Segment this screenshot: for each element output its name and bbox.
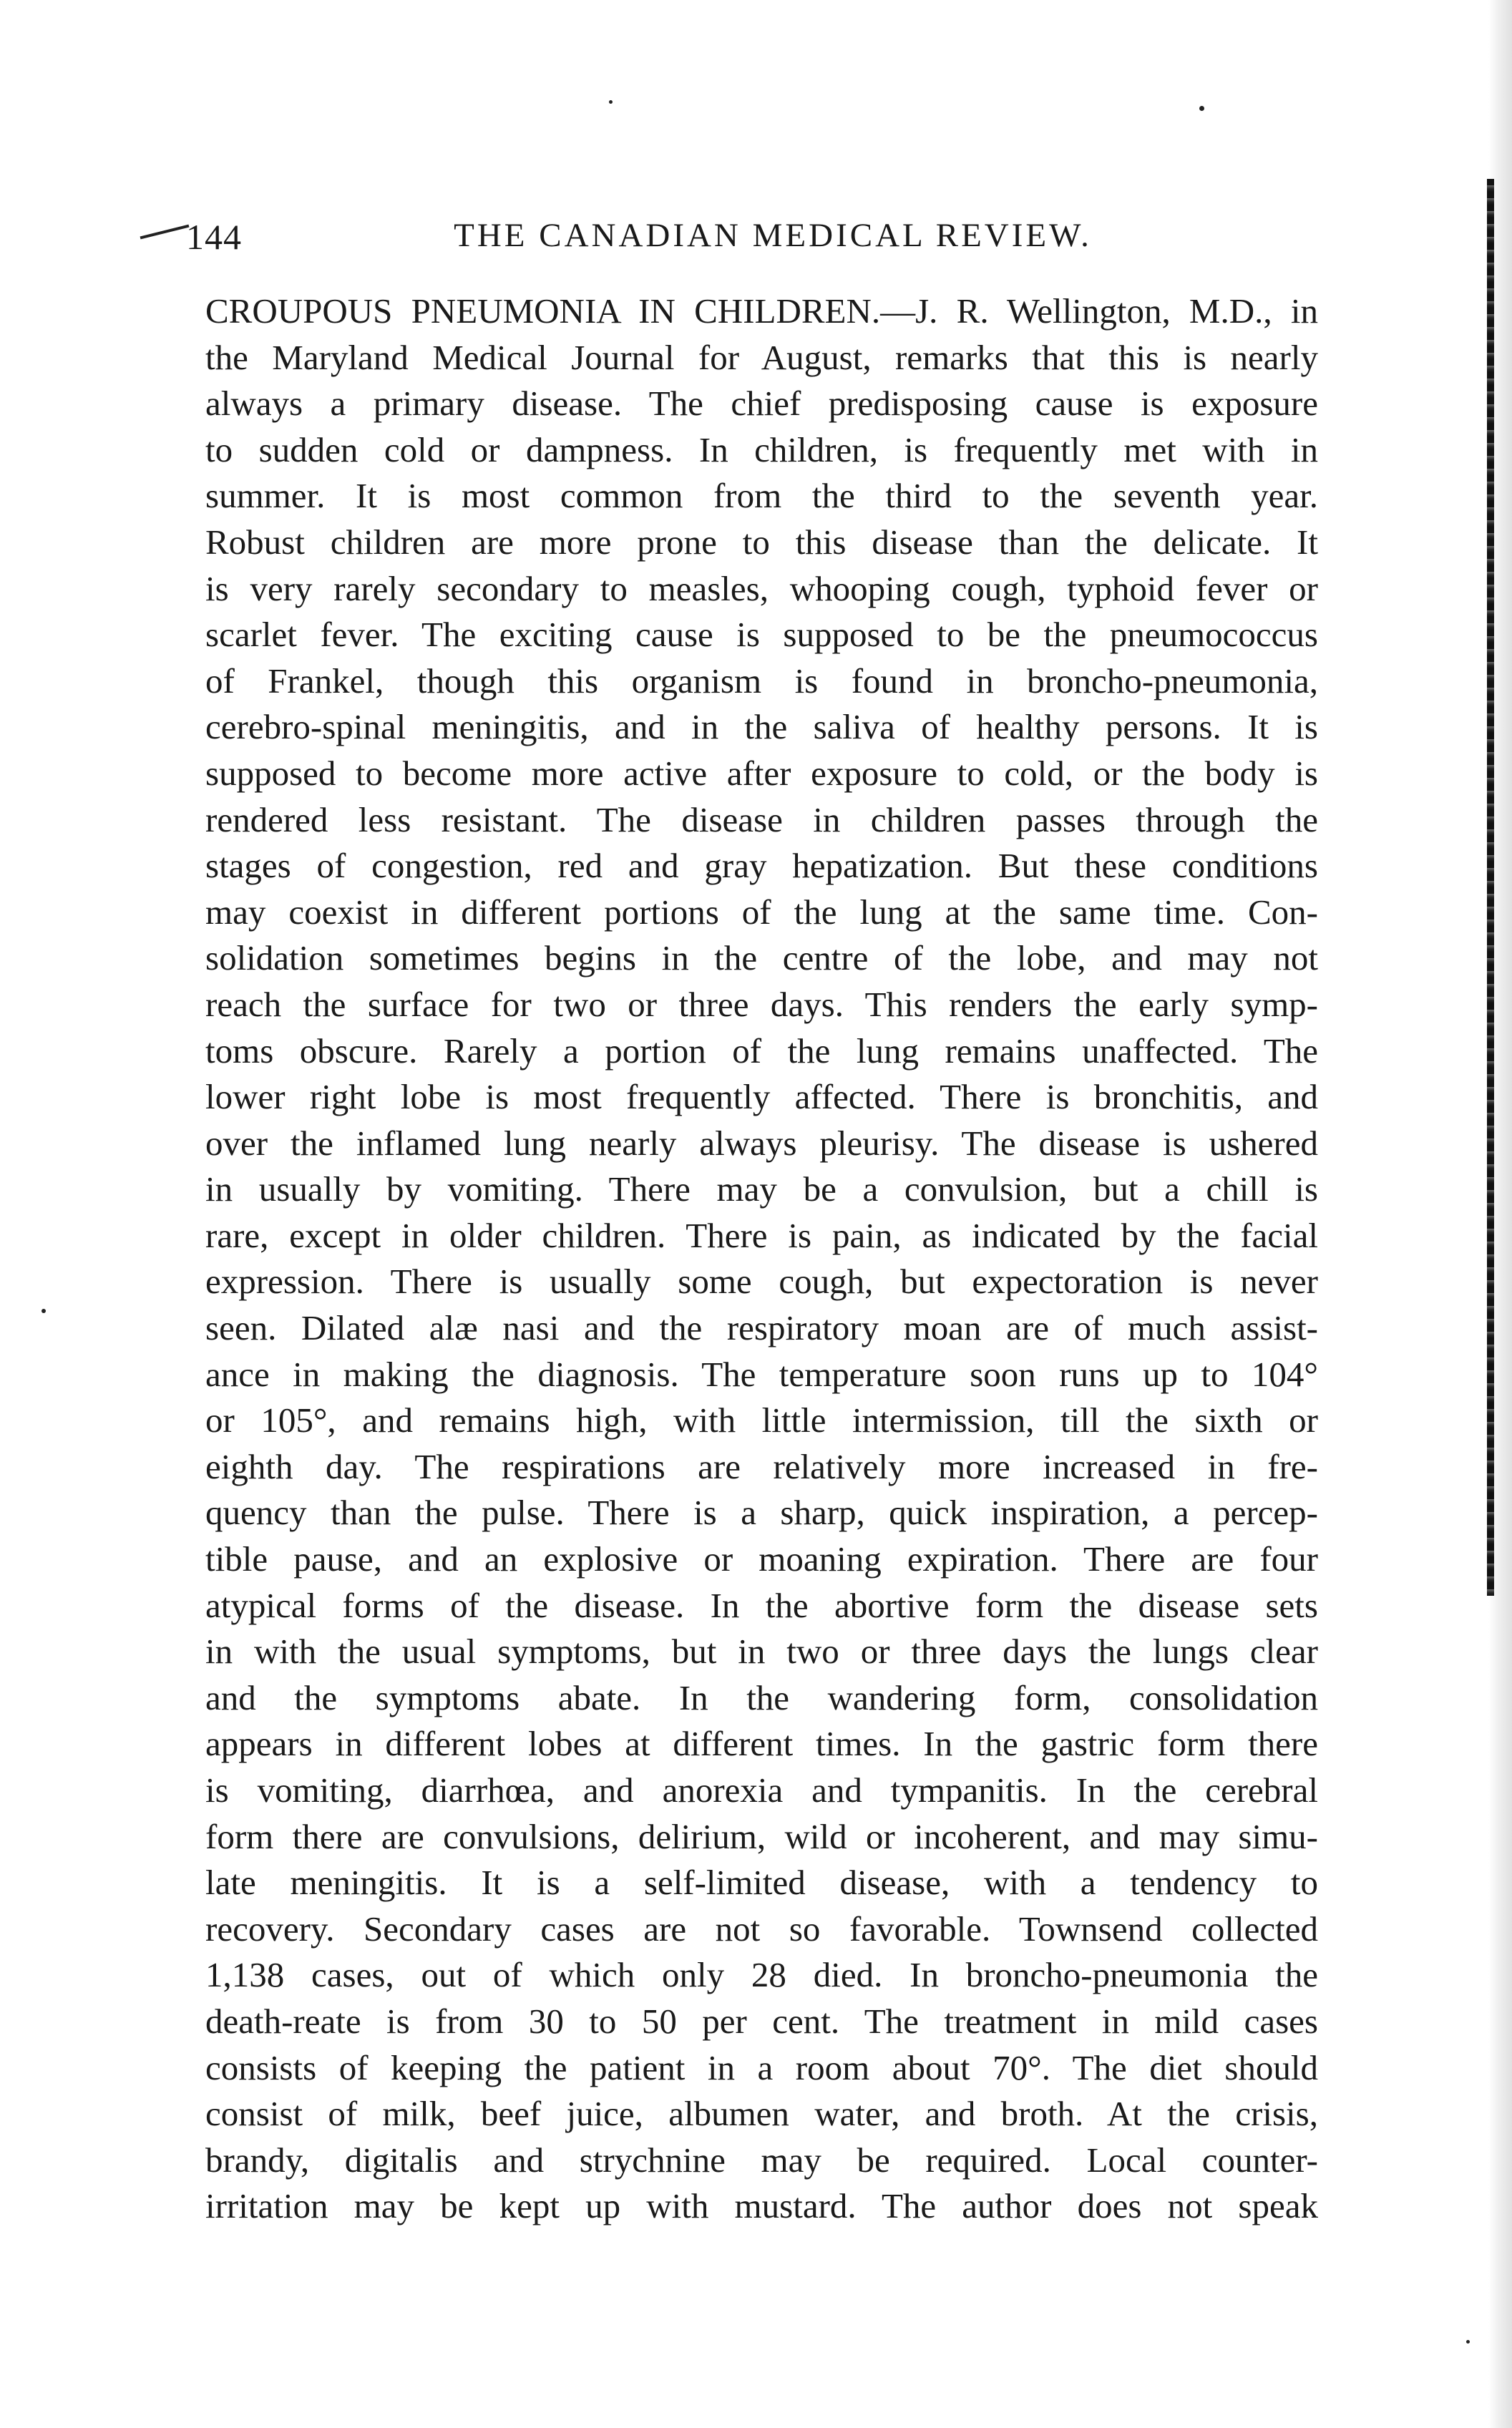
- text-line: summer. It is most common from the third to the seventh year.: [205, 476, 1318, 516]
- text-line: form there are convulsions, delirium, wild or incoherent, and may simu-: [205, 1816, 1318, 1856]
- page-number: 144: [186, 217, 242, 257]
- text-line: death-reate is from 30 to 50 per cent. The treatment in mild cases: [205, 2001, 1318, 2041]
- text-line: rendered less resistant. The disease in children passes through the: [205, 799, 1318, 839]
- text-line: the Maryland Medical Journal for August, remarks that this is nearly: [205, 337, 1318, 377]
- text-line: ance in making the diagnosis. The temperature soon runs up to 104°: [205, 1354, 1318, 1394]
- text-line: is very rarely secondary to measles, whooping cough, typhoid fever or: [205, 568, 1318, 608]
- text-line: tible pause, and an explosive or moaning expiration. There are four: [205, 1539, 1318, 1579]
- text-line: consists of keeping the patient in a room about 70°. The diet should: [205, 2047, 1318, 2087]
- text-line: or 105°, and remains high, with little intermission, till the sixth or: [205, 1400, 1318, 1440]
- text-line: reach the surface for two or three days. This renders the early symp-: [205, 984, 1318, 1024]
- text-line: brandy, digitalis and strychnine may be required. Local counter-: [205, 2140, 1318, 2180]
- text-line: consist of milk, beef juice, albumen water, and broth. At the crisis,: [205, 2094, 1318, 2134]
- journal-title: THE CANADIAN MEDICAL REVIEW.: [454, 217, 1092, 254]
- text-line: eighth day. The respirations are relatively more increased in fre-: [205, 1446, 1318, 1486]
- text-line: stages of congestion, red and gray hepatization. But these conditions: [205, 846, 1318, 886]
- text-line: expression. There is usually some cough, but expectoration is never: [205, 1262, 1318, 1302]
- text-line: may coexist in different portions of the lung at the same time. Con-: [205, 892, 1318, 932]
- text-line: in with the usual symptoms, but in two or three days the lungs clear: [205, 1632, 1318, 1672]
- text-line: late meningitis. It is a self-limited disease, with a tendency to: [205, 1863, 1318, 1903]
- text-line: Robust children are more prone to this disease than the delicate. It: [205, 522, 1318, 562]
- text-line: is vomiting, diarrhœa, and anorexia and tympanitis. In the cerebral: [205, 1770, 1318, 1810]
- text-line: recovery. Secondary cases are not so favorable. Townsend collected: [205, 1908, 1318, 1949]
- article-body: [205, 288, 1318, 2230]
- text-line: atypical forms of the disease. In the abortive form the disease sets: [205, 1585, 1318, 1625]
- text-line: supposed to become more active after exposure to cold, or the body is: [205, 753, 1318, 793]
- binding-edge-mark: [1487, 179, 1494, 1596]
- ink-speck: [1466, 2340, 1470, 2344]
- text-line: seen. Dilated alæ nasi and the respiratory moan are of much assist-: [205, 1308, 1318, 1348]
- text-line: toms obscure. Rarely a portion of the lung remains unaffected. The: [205, 1030, 1318, 1071]
- text-line: and the symptoms abate. In the wandering form, consolidation: [205, 1677, 1318, 1717]
- running-head: [165, 216, 1324, 266]
- text-line: scarlet fever. The exciting cause is supposed to be the pneumococcus: [205, 615, 1318, 655]
- text-line: rare, except in older children. There is pain, as indicated by the facial: [205, 1215, 1318, 1255]
- text-line: appears in different lobes at different times. In the gastric form there: [205, 1724, 1318, 1764]
- text-line: to sudden cold or dampness. In children, is frequently met with in: [205, 429, 1318, 469]
- ink-speck: [609, 100, 613, 104]
- text-line: over the inflamed lung nearly always pleurisy. The disease is ushered: [205, 1123, 1318, 1163]
- ink-speck: [1199, 106, 1204, 111]
- text-line: in usually by vomiting. There may be a convulsion, but a chill is: [205, 1169, 1318, 1209]
- text-line: quency than the pulse. There is a sharp, quick inspiration, a percep-: [205, 1493, 1318, 1533]
- text-line: always a primary disease. The chief predisposing cause is exposure: [205, 384, 1318, 424]
- text-line: lower right lobe is most frequently affected. There is bronchitis, and: [205, 1077, 1318, 1117]
- text-line: 1,138 cases, out of which only 28 died. In broncho-pneumonia the: [205, 1955, 1318, 1995]
- text-line: of Frankel, though this organism is found in broncho-pneumonia,: [205, 660, 1318, 701]
- text-line: irritation may be kept up with mustard. The author does not speak: [205, 2186, 1318, 2226]
- ink-speck: [42, 1309, 46, 1313]
- text-line: cerebro-spinal meningitis, and in the saliva of healthy persons. It is: [205, 707, 1318, 747]
- text-line: CROUPOUS PNEUMONIA IN CHILDREN.—J. R. Wellington, M.D., in: [205, 291, 1318, 331]
- text-line: solidation sometimes begins in the centre of the lobe, and may not: [205, 938, 1318, 978]
